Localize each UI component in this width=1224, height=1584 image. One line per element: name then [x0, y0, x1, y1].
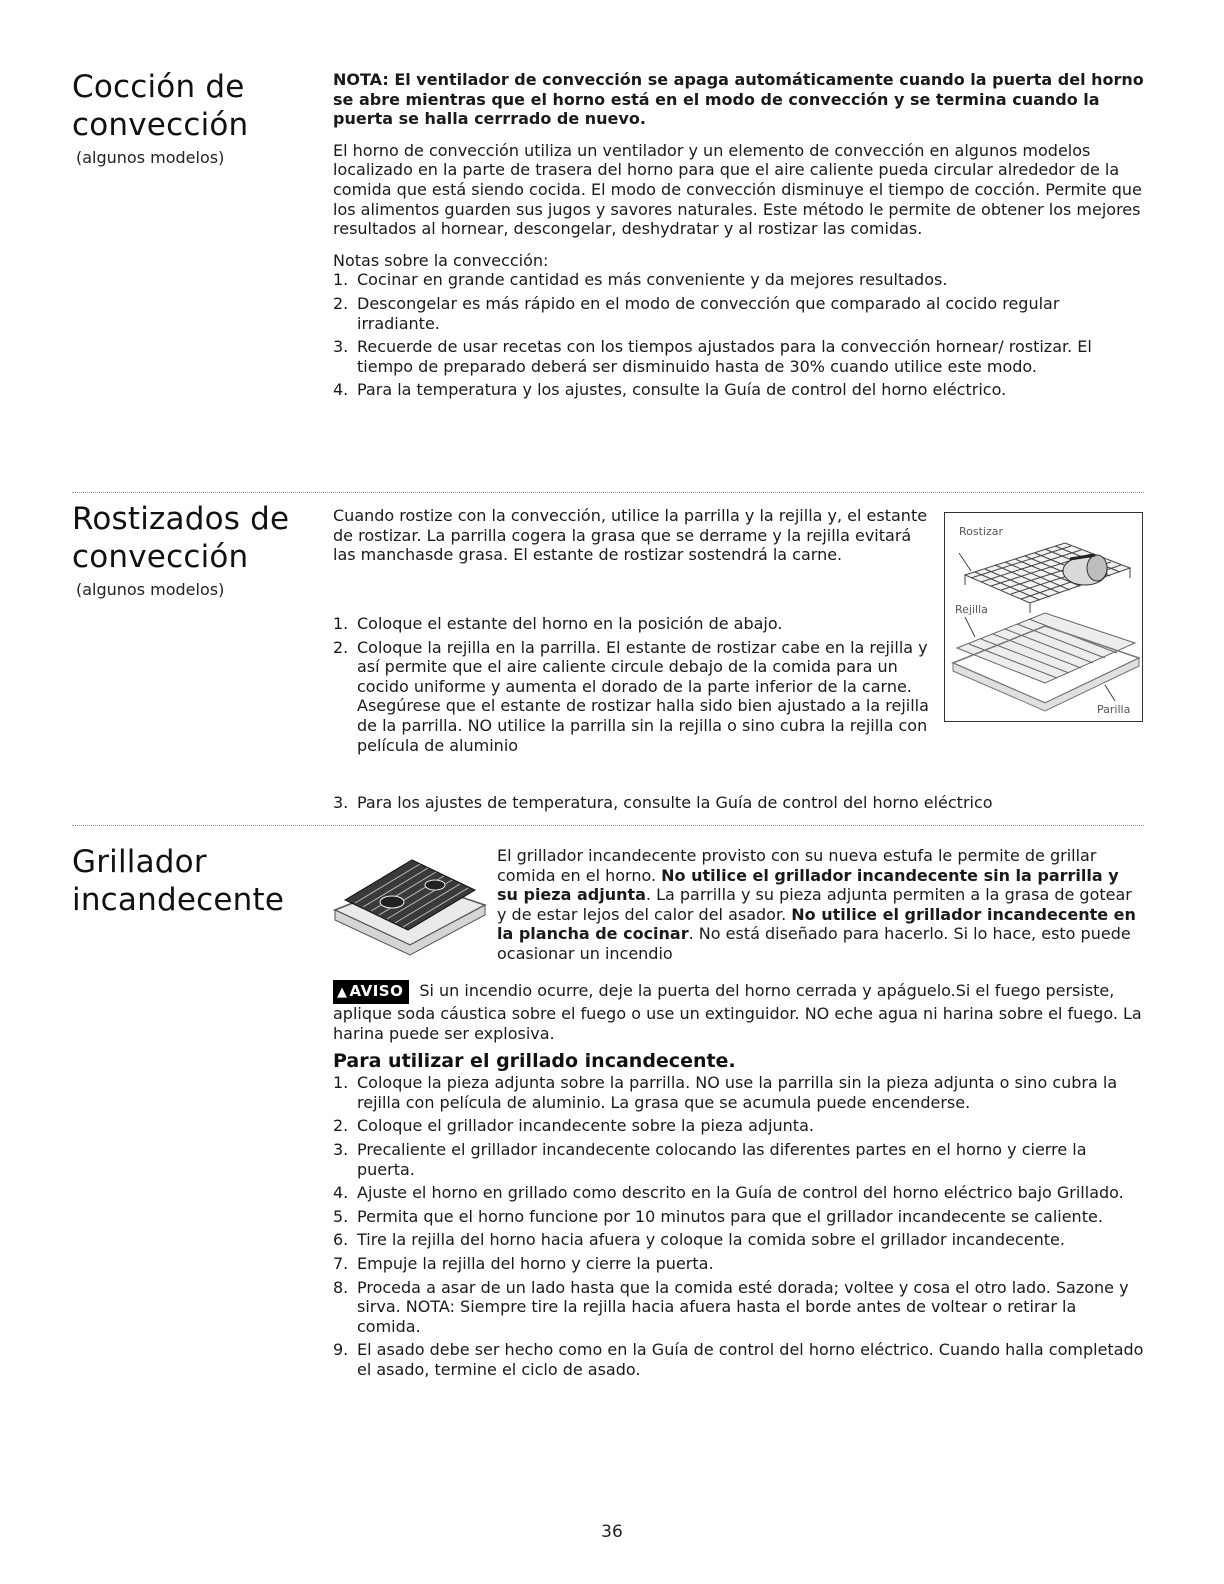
section-subtitle: (algunos modelos): [76, 148, 225, 167]
title-line: convección: [72, 107, 249, 143]
section-body-grillador: [333, 980, 1145, 1384]
list-item: 5. Permita que el horno funcione por 10 minutos para que el grillador incandecente se caliente.: [333, 1206, 1103, 1226]
title-line: Rostizados de: [72, 501, 290, 537]
list-item: 3. Precaliente el grillador incandecente colocando las diferentes partes en el horno y cierre la puerta.: [333, 1139, 1087, 1179]
section-body-rostizados-steps: [333, 614, 929, 759]
roasting-figure: [944, 512, 1143, 722]
title-line: incandecente: [72, 882, 285, 918]
figure-label-rejilla: Rejilla: [955, 603, 988, 616]
bold-warning-1: No utilice el grillador incandecente sin la parrilla y su pieza adjunta: [497, 865, 1119, 905]
steps-list: [333, 793, 1145, 813]
steps-list: [333, 1073, 1145, 1379]
list-item: 4. Ajuste el horno en grillado como descrito en la Guía de control del horno eléctrico bajo Grillado.: [333, 1183, 1124, 1203]
list-item: 7. Empuje la rejilla del horno y cierre la puerta.: [333, 1253, 714, 1273]
warning-triangle-icon: ▲: [337, 985, 348, 1000]
roasting-rack-illustration: [945, 513, 1142, 721]
list-item: 3. Recuerde de usar recetas con los tiempos ajustados para la convección hornear/ rostizar. El tiempo de preparado deberá ser disminuido hasta de 30% cuando utilice este modo.: [333, 337, 1092, 376]
section-body-coccion: [333, 70, 1145, 404]
section-body-rostizados-step3: [333, 793, 1145, 817]
list-item: 3. Para los ajustes de temperatura, consulte la Guía de control del horno eléctrico: [333, 793, 993, 812]
aviso-badge: ▲ AVISO: [333, 980, 409, 1004]
section-body-grillador-intro: [497, 846, 1145, 976]
note-paragraph: NOTA: El ventilador de convección se apaga automáticamente cuando la puerta del horno se abre mientras que el horno está en el modo de convección y se termina cuando la puerta se halla cerrrado de nuevo.: [333, 70, 1144, 129]
list-item: 4. Para la temperatura y los ajustes, consulte la Guía de control del horno eléctrico.: [333, 380, 1007, 400]
section-subtitle: (algunos modelos): [76, 580, 225, 599]
list-item: 2. Coloque el grillador incandecente sobre la pieza adjunta.: [333, 1116, 814, 1136]
title-line: Cocción de: [72, 69, 245, 105]
list-item: 1. Coloque el estante del horno en la posición de abajo.: [333, 614, 783, 633]
page-number: 36: [601, 1522, 623, 1542]
notes-intro: Notas sobre la convección:: [333, 250, 549, 270]
section-title-coccion: [72, 68, 248, 144]
title-line: convección: [72, 539, 249, 575]
bold-warning-2: No utilice el grillador incandecente en la plancha de cocinar: [497, 904, 1136, 944]
list-item: 1. Cocinar en grande cantidad es más conveniente y da mejores resultados.: [333, 270, 948, 290]
list-item: 8. Proceda a asar de un lado hasta que la comida esté dorada; voltee y cosa el otro lado. Sazone y sirva. NOTA: Siempre tire la rejilla hacia afuera hasta el borde antes de voltear o retirar la comida.: [333, 1277, 1129, 1336]
figure-label-parilla: Parilla: [1097, 703, 1131, 716]
grill-illustration: [330, 850, 490, 960]
subheading: Para utilizar el grillado incandecente.: [333, 1050, 736, 1073]
section-divider: [72, 492, 1144, 493]
section-body-rostizados-intro: [333, 506, 929, 577]
list-item: 2. Coloque la rejilla en la parrilla. El estante de rostizar cabe en la rejilla y así permite que el aire caliente circule debajo de la comida para un cocido uniforme y aumenta el dorado de la parte inferior de la carne. Asegúrese que el estante de rostizar halla sido bien ajustado a la rejilla de la parrilla. NO utilice la parrilla sin la rejilla o sino cubra la rejilla con película de aluminio: [333, 637, 929, 755]
notes-list: [333, 270, 1145, 400]
body-paragraph: El grillador incandecente provisto con su nueva estufa le permite de grillar comida en el horno. No utilice el grillador incandecente sin la parrilla y su pieza adjunta. La parrilla y su pieza adjunta permiten a la grasa de gotear y de estar lejos del calor del asador. No utilice el grillador incandecente en la plancha de cocinar. No está diseñado para hacerlo. Si lo hace, esto puede ocasionar un incendio: [497, 846, 1136, 963]
steps-list: [333, 614, 929, 755]
title-line: Grillador: [72, 844, 207, 880]
figure-label-rostizar: Rostizar: [959, 525, 1004, 538]
body-paragraph: El horno de convección utiliza un ventilador y un elemento de convección en algunos modelos localizado en la parte de trasera del horno para que el aire caliente pueda circular alrededor de la comida que está siendo cocida. El modo de convección disminuye el tiempo de cocción. Permite que los alimentos guarden sus jugos y savores naturales. Este método le permite de obtener los mejores resultados al hornear, descongelar, deshydratar y al rostizar las comidas.: [333, 140, 1142, 239]
section-title-grillador: [72, 843, 284, 919]
list-item: 1. Coloque la pieza adjunta sobre la parrilla. NO use la parrilla sin la pieza adjunta o sino cubra la rejilla con película de aluminio. La grasa que se acumula puede encenderse.: [333, 1073, 1118, 1112]
list-item: 9. El asado debe ser hecho como en la Guía de control del horno eléctrico. Cuando halla completado el asado, termine el ciclo de asado.: [333, 1340, 1144, 1379]
list-item: 6. Tire la rejilla del horno hacia afuera y coloque la comida sobre el grillador incandecente.: [333, 1230, 1065, 1250]
section-title-rostizados: [72, 500, 289, 576]
section-divider: [72, 825, 1144, 826]
list-item: 2. Descongelar es más rápido en el modo de convección que comparado al cocido regular irradiante.: [333, 293, 1060, 333]
body-paragraph: Cuando rostize con la convección, utilice la parrilla y la rejilla y, el estante de rostizar. La parrilla cogera la grasa que se derrame y la rejilla evitará las manchasde grasa. El estante de rostizar sostendrá la carne.: [333, 506, 928, 565]
warning-paragraph: ▲ AVISO Si un incendio ocurre, deje la puerta del horno cerrada y apáguelo.Si el fuego persiste, aplique soda cáustica sobre el fuego o use un extinguidor. NO eche agua ni harina sobre el fuego. La harina puede ser explosiva.: [333, 981, 1142, 1043]
